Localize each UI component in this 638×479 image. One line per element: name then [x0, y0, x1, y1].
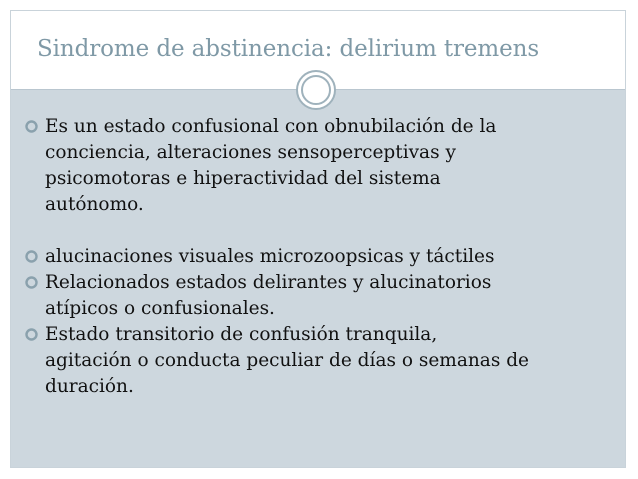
bullet-line: duración. [45, 376, 134, 397]
bullet-line: Relacionados estados delirantes y alucinatorios [45, 272, 492, 293]
circle-bullet-icon [25, 328, 38, 341]
bullet-line: psicomotoras e hiperactividad del sistema [45, 168, 441, 189]
double-ring-emblem-icon [295, 69, 337, 111]
bullet-line: conciencia, alteraciones sensoperceptivas y [45, 142, 456, 163]
bullet-item [23, 270, 623, 322]
bullet-line: Es un estado confusional con obnubilación de la [45, 116, 497, 137]
bullet-item [23, 244, 623, 270]
bullet-line: atípicos o confusionales. [45, 298, 275, 319]
bullet-line: agitación o conducta peculiar de días o semanas de [45, 350, 529, 371]
bullet-line: Estado transitorio de confusión tranquila, [45, 324, 438, 345]
bullet-line: alucinaciones visuales microzoopsicas y táctiles [45, 246, 495, 267]
bullet-line: autónomo. [45, 194, 144, 215]
circle-bullet-icon [25, 276, 38, 289]
slide-title: Sindrome de abstinencia: delirium tremens [37, 36, 540, 62]
bullet-item [23, 322, 623, 400]
circle-bullet-icon [25, 250, 38, 263]
circle-bullet-icon [25, 120, 38, 133]
bullet-item [23, 114, 623, 218]
bullet-list [23, 114, 623, 400]
